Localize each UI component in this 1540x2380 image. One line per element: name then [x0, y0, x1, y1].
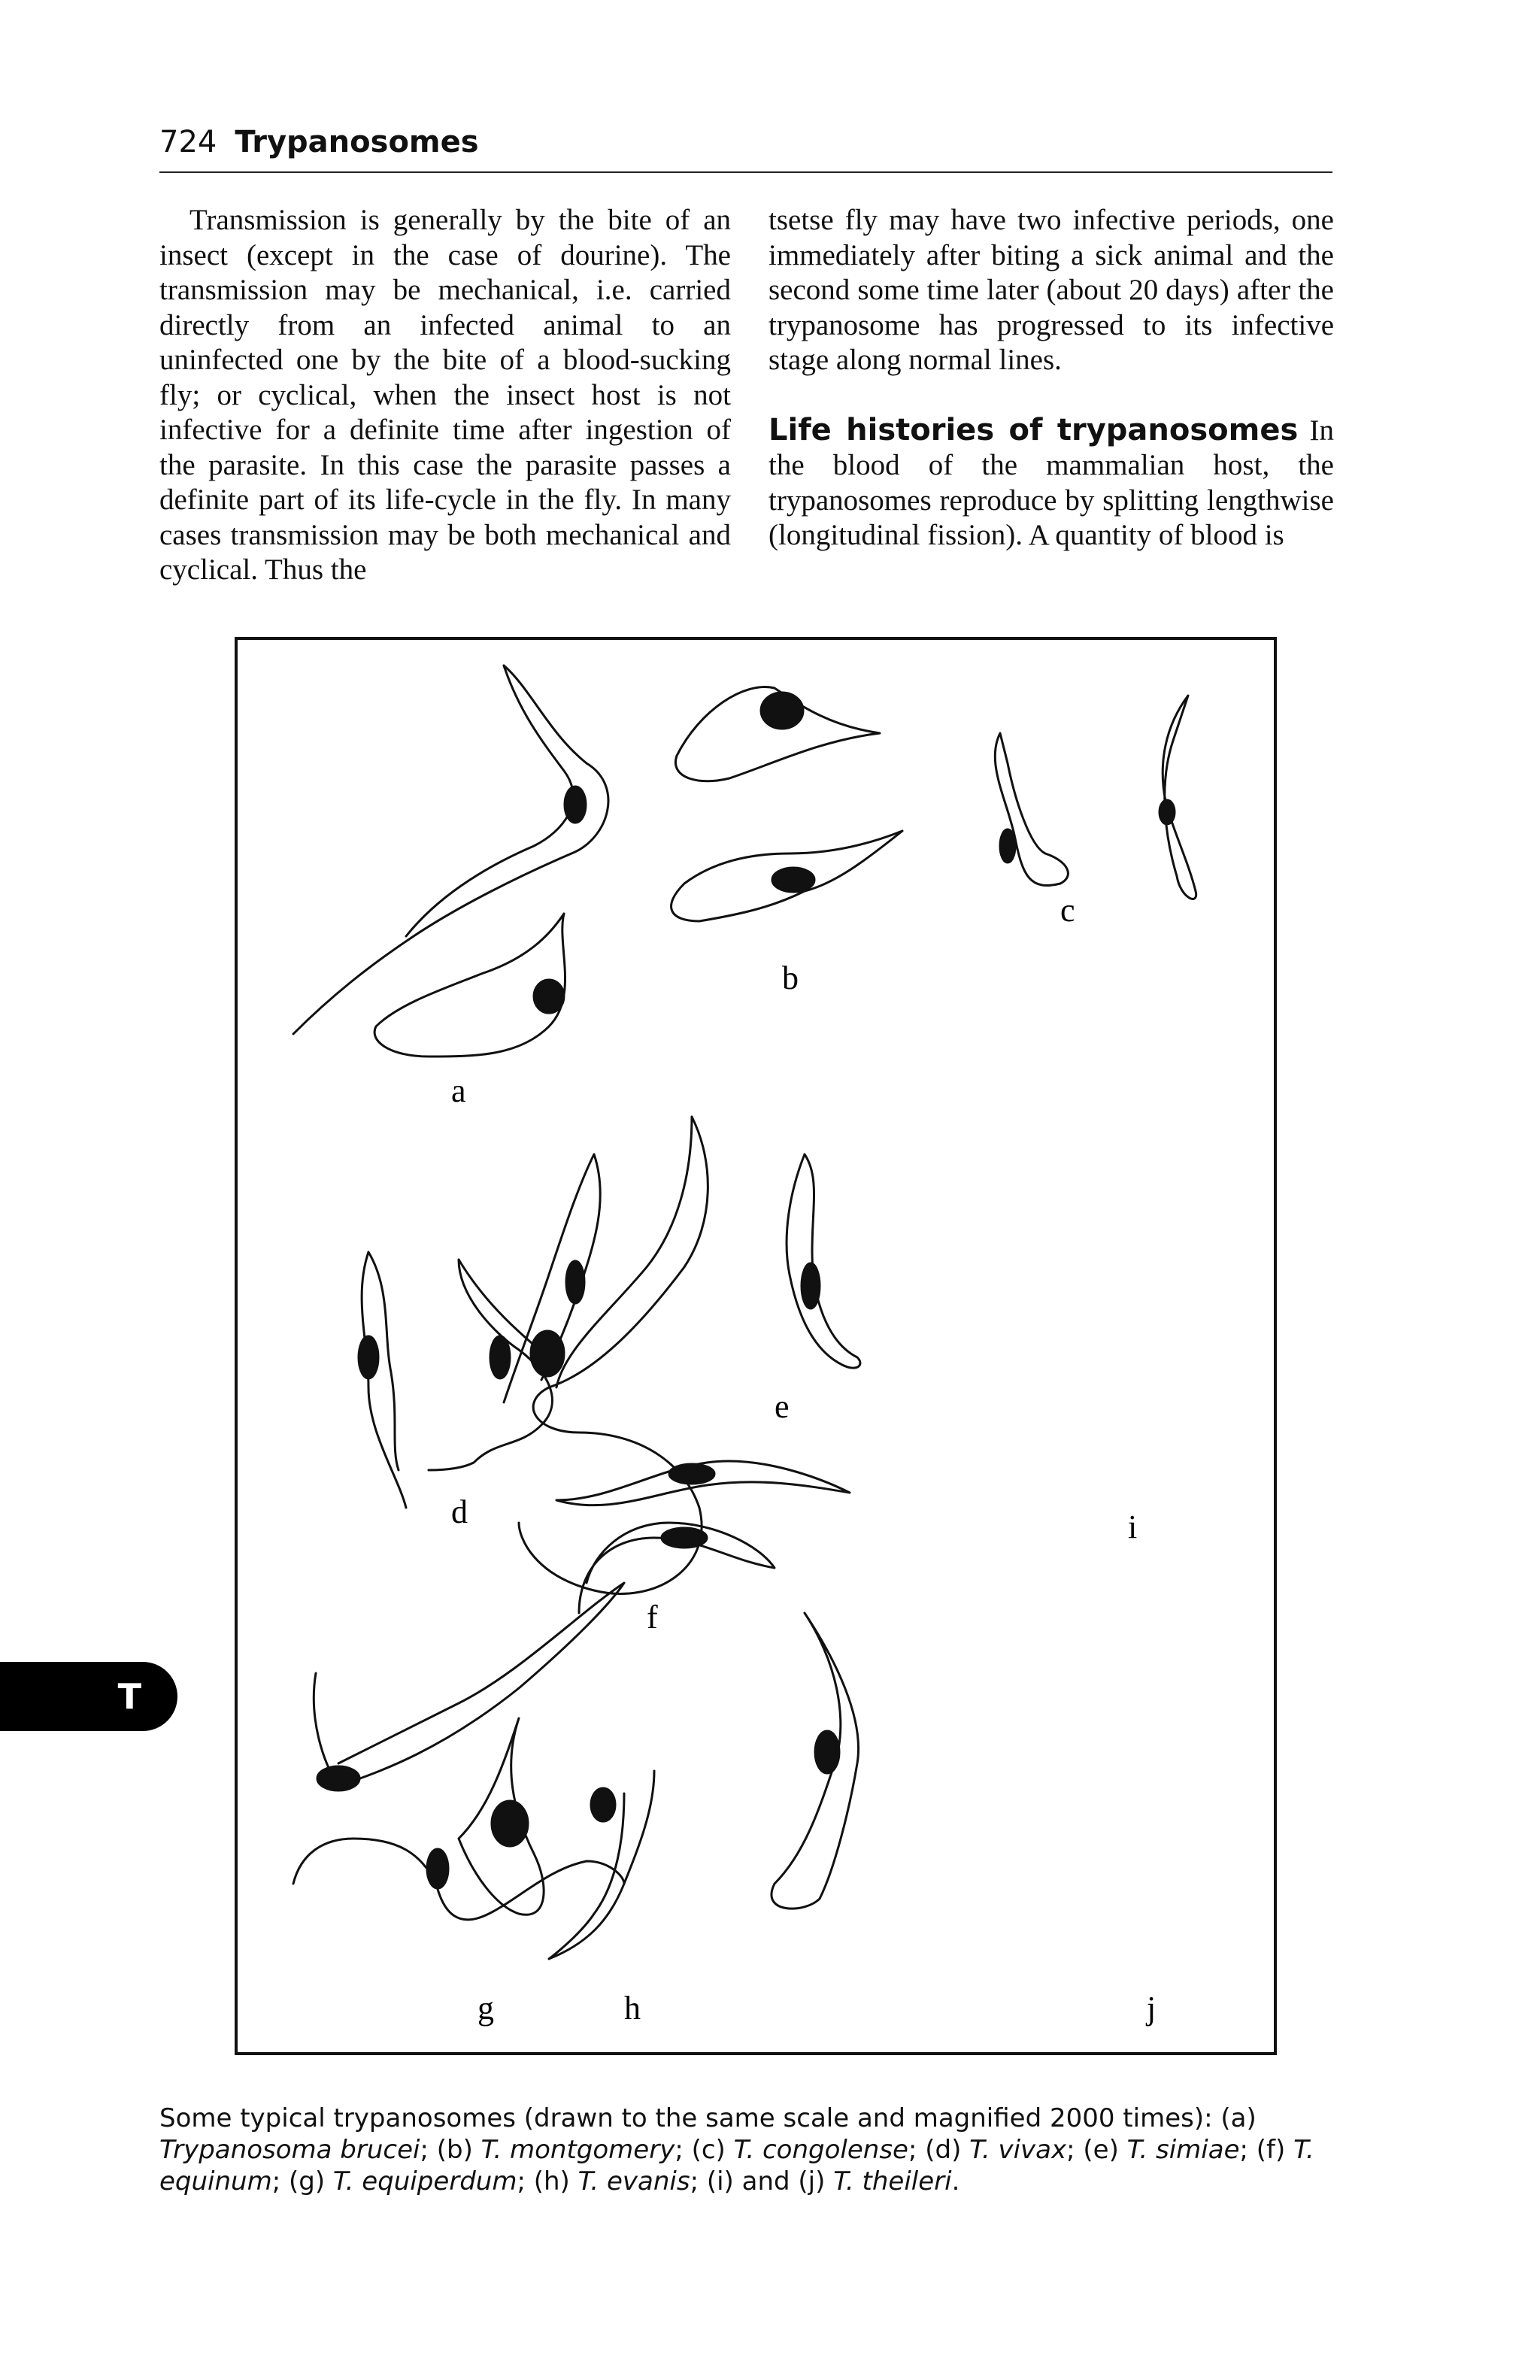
caption-h-name: T. evanis	[578, 2166, 690, 2197]
label-a: a	[451, 1072, 466, 1109]
caption-end: .	[951, 2166, 960, 2197]
nucleus-h1	[492, 1801, 528, 1846]
page-number: 724	[159, 125, 217, 159]
caption-b-name: T. montgomery	[480, 2135, 675, 2165]
label-g: g	[477, 1990, 494, 2027]
nucleus-i	[531, 1331, 564, 1376]
nucleus-g2	[427, 1849, 448, 1888]
trypanosome-j	[772, 1613, 859, 1909]
nucleus-f1	[669, 1464, 714, 1484]
nucleus-a1	[565, 787, 586, 823]
label-b: b	[782, 960, 799, 996]
nucleus-j	[815, 1731, 839, 1773]
left-column	[159, 203, 731, 588]
running-header	[159, 125, 479, 159]
nucleus-b1	[761, 693, 803, 729]
label-f: f	[647, 1599, 658, 1636]
right-paragraph-1: tsetse fly may have two infective periods, one immediately after biting a sick animal and the second some time later (about 20 days) after the trypanosome has progressed to its infective stage along normal lines.	[768, 204, 1334, 376]
caption-ij-name: T. theileri	[833, 2166, 952, 2197]
caption-c-prefix: ; (c)	[675, 2135, 734, 2165]
section-subheading: Life histories of trypanosomes	[768, 412, 1299, 447]
caption-f-prefix: ; (f)	[1239, 2135, 1294, 2165]
right-paragraph-2-text: In the blood of the mammalian host, the trypanosomes reproduce by splitting lengthwise (longitudinal fission). A quantity of blood is	[768, 414, 1334, 551]
figure-caption	[159, 2103, 1332, 2197]
caption-f-name: T. equinum	[159, 2135, 1314, 2197]
caption-d-name: T. vivax	[969, 2135, 1067, 2165]
left-paragraph: Transmission is generally by the bite of an insect (except in the case of dourine). The transmission may be mechanical, i.e. carried directly from an infected animal to an uninfected one by the bite of a blood-sucking fly; or cyclical, when the insect host is not infective for a definite time after ingestion of the parasite. In this case the parasite passes a definite part of its life-cycle in the fly. In many cases transmission may be both mechanical and cyclical. Thus the	[159, 204, 731, 586]
nucleus-e2	[802, 1263, 820, 1308]
right-column	[768, 203, 1334, 553]
caption-ij-prefix: ; (i) and (j)	[690, 2166, 834, 2197]
caption-d-prefix: ; (d)	[908, 2135, 970, 2165]
nucleus-c2	[1160, 800, 1175, 824]
caption-e-name: T. simiae	[1126, 2135, 1240, 2165]
caption-g-prefix: ; (g)	[271, 2166, 333, 2197]
trypanosome-h	[459, 1718, 654, 1959]
nucleus-d2	[490, 1336, 510, 1378]
label-d: d	[451, 1493, 468, 1530]
trypanosome-d	[362, 1252, 552, 1508]
nucleus-d1	[359, 1336, 378, 1378]
caption-b-prefix: ; (b)	[420, 2135, 481, 2165]
caption-g-name: T. equiperdum	[332, 2166, 517, 2197]
label-i: i	[1128, 1508, 1138, 1545]
header-rule	[159, 171, 1332, 173]
running-title: Trypanosomes	[235, 125, 479, 159]
right-paragraph-2	[768, 413, 1334, 553]
label-e: e	[775, 1388, 790, 1425]
label-j: j	[1147, 1990, 1157, 2027]
caption-a-name: Trypanosoma brucei	[159, 2135, 420, 2165]
caption-h-prefix: ; (h)	[517, 2166, 578, 2197]
nucleus-c1	[1000, 829, 1015, 863]
figure-frame	[236, 638, 1275, 2054]
trypanosome-g	[293, 1583, 624, 1920]
nucleus-g1	[317, 1766, 359, 1790]
thumb-index-tab: T	[0, 1662, 177, 1731]
caption-intro: Some typical trypanosomes (drawn to the same scale and magnified 2000 times): (a)	[159, 2103, 1257, 2133]
nucleus-a2	[534, 980, 564, 1013]
label-c: c	[1060, 892, 1075, 929]
nucleus-e1	[566, 1261, 584, 1303]
label-h: h	[624, 1990, 641, 2027]
nucleus-b2	[772, 868, 814, 892]
trypanosome-c	[995, 696, 1196, 899]
trypanosome-figure	[233, 635, 1278, 2057]
caption-e-prefix: ; (e)	[1066, 2135, 1127, 2165]
caption-c-name: T. congolense	[733, 2135, 908, 2165]
nucleus-h2	[591, 1788, 615, 1821]
